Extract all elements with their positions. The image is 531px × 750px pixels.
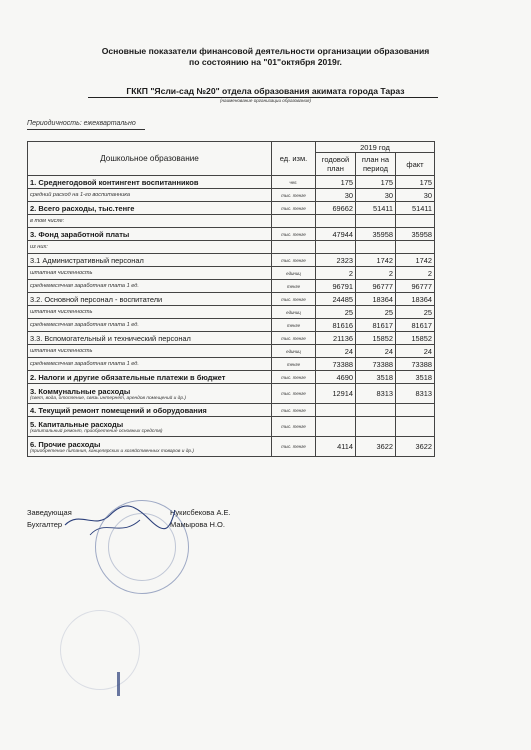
periodicity-underline xyxy=(27,129,145,130)
row-fact: 51411 xyxy=(396,202,435,215)
row-annual-plan: 24 xyxy=(316,345,356,358)
row-unit: тыс. тенге xyxy=(272,293,316,306)
row-annual-plan xyxy=(316,417,356,437)
row-label-cell xyxy=(28,417,272,437)
organization-note: (наименование организации образования) xyxy=(219,98,312,103)
row-fact xyxy=(396,241,435,254)
row-label: штатная численность xyxy=(30,348,93,354)
row-label-cell xyxy=(28,254,272,267)
row-annual-plan: 69662 xyxy=(316,202,356,215)
row-annual-plan: 81616 xyxy=(316,319,356,332)
row-label: 3.1 Административный персонал xyxy=(30,255,144,265)
row-fact: 1742 xyxy=(396,254,435,267)
row-unit: тыс. тенге xyxy=(272,254,316,267)
row-fact: 81617 xyxy=(396,319,435,332)
row-annual-plan: 21136 xyxy=(316,332,356,345)
table-row xyxy=(28,202,435,215)
accountant-name: Мамырова Н.О. xyxy=(170,520,225,529)
row-period-plan: 175 xyxy=(356,176,396,189)
row-label: в том числе: xyxy=(30,218,65,224)
row-annual-plan: 12914 xyxy=(316,384,356,404)
row-label-cell xyxy=(28,228,272,241)
row-unit xyxy=(272,241,316,254)
row-annual-plan xyxy=(316,404,356,417)
table-row xyxy=(28,267,435,280)
row-label-cell xyxy=(28,437,272,457)
row-annual-plan: 25 xyxy=(316,306,356,319)
row-annual-plan: 24485 xyxy=(316,293,356,306)
row-label-cell xyxy=(28,241,272,254)
header-fact: факт xyxy=(396,153,435,176)
pen-mark xyxy=(114,670,124,700)
faint-stamp-imprint xyxy=(60,610,140,690)
periodicity-label: Периодичность: ежеквартально xyxy=(27,120,136,127)
row-label-cell xyxy=(28,306,272,319)
row-unit: тыс. тенге xyxy=(272,228,316,241)
table-row xyxy=(28,371,435,384)
row-fact: 35958 xyxy=(396,228,435,241)
row-label: 3. Фонд заработной платы xyxy=(30,229,130,239)
row-label: среднемесячная заработная плата 1 ед. xyxy=(30,322,139,328)
row-label-cell xyxy=(28,280,272,293)
row-period-plan: 3622 xyxy=(356,437,396,457)
row-label: средний расход на 1-го воспитанника xyxy=(30,192,130,198)
row-label-cell xyxy=(28,202,272,215)
table-row xyxy=(28,293,435,306)
row-unit: единиц xyxy=(272,345,316,358)
row-period-plan xyxy=(356,215,396,228)
row-annual-plan: 4114 xyxy=(316,437,356,457)
row-annual-plan: 2323 xyxy=(316,254,356,267)
row-unit: тыс. тенге xyxy=(272,202,316,215)
row-unit: тенге xyxy=(272,319,316,332)
title-line-1: Основные показатели финансовой деятельности организации образования xyxy=(101,46,430,56)
row-annual-plan xyxy=(316,215,356,228)
row-label: 4. Текущий ремонт помещений и оборудования xyxy=(30,405,207,415)
row-unit xyxy=(272,215,316,228)
row-fact: 18364 xyxy=(396,293,435,306)
row-label: 3.3. Вспомогательный и технический персонал xyxy=(30,333,191,343)
table-row xyxy=(28,241,435,254)
row-period-plan xyxy=(356,241,396,254)
row-period-plan: 1742 xyxy=(356,254,396,267)
row-label-cell xyxy=(28,345,272,358)
row-period-plan xyxy=(356,404,396,417)
table-row xyxy=(28,345,435,358)
row-annual-plan: 73388 xyxy=(316,358,356,371)
row-period-plan: 51411 xyxy=(356,202,396,215)
row-label-cell xyxy=(28,215,272,228)
row-label: 3. Коммунальные расходы xyxy=(30,386,131,396)
row-label-cell xyxy=(28,267,272,280)
row-annual-plan xyxy=(316,241,356,254)
row-annual-plan: 47944 xyxy=(316,228,356,241)
row-fact: 73388 xyxy=(396,358,435,371)
row-fact xyxy=(396,215,435,228)
row-period-plan: 25 xyxy=(356,306,396,319)
row-unit: чел. xyxy=(272,176,316,189)
row-annual-plan: 96791 xyxy=(316,280,356,293)
row-fact: 8313 xyxy=(396,384,435,404)
row-label-cell xyxy=(28,384,272,404)
row-period-plan: 15852 xyxy=(356,332,396,345)
row-annual-plan: 2 xyxy=(316,267,356,280)
table-row xyxy=(28,189,435,202)
row-label: 5. Капитальные расходы xyxy=(30,419,124,429)
table-row xyxy=(28,332,435,345)
table-row xyxy=(28,306,435,319)
header-unit: ед. изм. xyxy=(272,142,316,176)
table-row xyxy=(28,280,435,293)
table-row xyxy=(28,404,435,417)
row-unit: тыс. тенге xyxy=(272,417,316,437)
document-title xyxy=(0,46,531,68)
row-unit: единиц xyxy=(272,267,316,280)
financial-indicators-table xyxy=(27,141,435,457)
row-label-cell xyxy=(28,189,272,202)
row-note: (свет, вода, отопление, связь интернет, арендов помещений и др.) xyxy=(30,395,186,401)
table-row xyxy=(28,215,435,228)
official-stamp-inner-ring xyxy=(108,513,176,581)
row-unit: тыс. тенге xyxy=(272,404,316,417)
row-label-cell xyxy=(28,358,272,371)
row-fact: 24 xyxy=(396,345,435,358)
table-body xyxy=(28,176,435,457)
row-fact: 30 xyxy=(396,189,435,202)
table-row xyxy=(28,437,435,457)
row-label: среднемесячная заработная плата 1 ед. xyxy=(30,361,139,367)
row-annual-plan: 30 xyxy=(316,189,356,202)
table-row xyxy=(28,319,435,332)
head-label: Заведующая xyxy=(27,508,72,517)
row-label: 1. Среднегодовой контингент воспитанников xyxy=(30,177,199,187)
row-label-cell xyxy=(28,293,272,306)
row-label: 3.2. Основной персонал - воспитатели xyxy=(30,294,163,304)
row-period-plan: 81617 xyxy=(356,319,396,332)
organization-name: ГККП "Ясли-сад №20" отдела образования акимата города Тараз xyxy=(126,86,405,96)
table-row xyxy=(28,358,435,371)
row-label: 2. Налоги и другие обязательные платежи в бюджет xyxy=(30,372,226,382)
row-label: 2. Всего расходы, тыс.тенге xyxy=(30,203,135,213)
title-line-2: по состоянию на "01"октября 2019г. xyxy=(189,57,342,67)
row-fact: 2 xyxy=(396,267,435,280)
row-period-plan: 2 xyxy=(356,267,396,280)
row-unit: тыс. тенге xyxy=(272,332,316,345)
row-fact: 3518 xyxy=(396,371,435,384)
row-unit: тыс. тенге xyxy=(272,189,316,202)
row-period-plan: 3518 xyxy=(356,371,396,384)
row-unit: тыс. тенге xyxy=(272,437,316,457)
row-fact: 15852 xyxy=(396,332,435,345)
row-annual-plan: 175 xyxy=(316,176,356,189)
row-label: из них: xyxy=(30,244,48,250)
row-fact: 175 xyxy=(396,176,435,189)
row-label: штатная численность xyxy=(30,270,93,276)
table-row xyxy=(28,228,435,241)
header-name: Дошкольное образование xyxy=(28,142,272,176)
row-period-plan xyxy=(356,417,396,437)
row-label: штатная численность xyxy=(30,309,93,315)
row-period-plan: 73388 xyxy=(356,358,396,371)
row-note: (капитальный ремонт, приобретение основных средств) xyxy=(30,428,163,434)
row-unit: тыс. тенге xyxy=(272,384,316,404)
row-fact: 96777 xyxy=(396,280,435,293)
row-period-plan: 35958 xyxy=(356,228,396,241)
row-fact: 25 xyxy=(396,306,435,319)
row-period-plan: 30 xyxy=(356,189,396,202)
row-unit: тенге xyxy=(272,358,316,371)
table-row xyxy=(28,417,435,437)
row-annual-plan: 4690 xyxy=(316,371,356,384)
row-period-plan: 18364 xyxy=(356,293,396,306)
row-label: 6. Прочие расходы xyxy=(30,439,101,449)
row-label-cell xyxy=(28,176,272,189)
accountant-label: Бухгалтер xyxy=(27,520,63,529)
row-period-plan: 24 xyxy=(356,345,396,358)
table-row xyxy=(28,176,435,189)
row-label-cell xyxy=(28,371,272,384)
row-period-plan: 96777 xyxy=(356,280,396,293)
row-fact xyxy=(396,404,435,417)
table-row xyxy=(28,254,435,267)
row-label: среднемесячная заработная плата 1 ед. xyxy=(30,283,139,289)
head-name: Нукисбекова А.Е. xyxy=(170,508,231,517)
row-period-plan: 8313 xyxy=(356,384,396,404)
table-row xyxy=(28,384,435,404)
row-fact xyxy=(396,417,435,437)
row-label-cell xyxy=(28,404,272,417)
row-fact: 3622 xyxy=(396,437,435,457)
row-unit: тенге xyxy=(272,280,316,293)
header-annual-plan: годовой план xyxy=(316,153,356,176)
row-unit: единиц xyxy=(272,306,316,319)
header-period-plan: план на период xyxy=(356,153,396,176)
row-label-cell xyxy=(28,319,272,332)
row-label-cell xyxy=(28,332,272,345)
row-note: (приобретение питания, канцелярских и хозяйственных товаров и др.) xyxy=(30,448,194,454)
row-unit: тыс. тенге xyxy=(272,371,316,384)
header-year: 2019 год xyxy=(316,142,435,153)
